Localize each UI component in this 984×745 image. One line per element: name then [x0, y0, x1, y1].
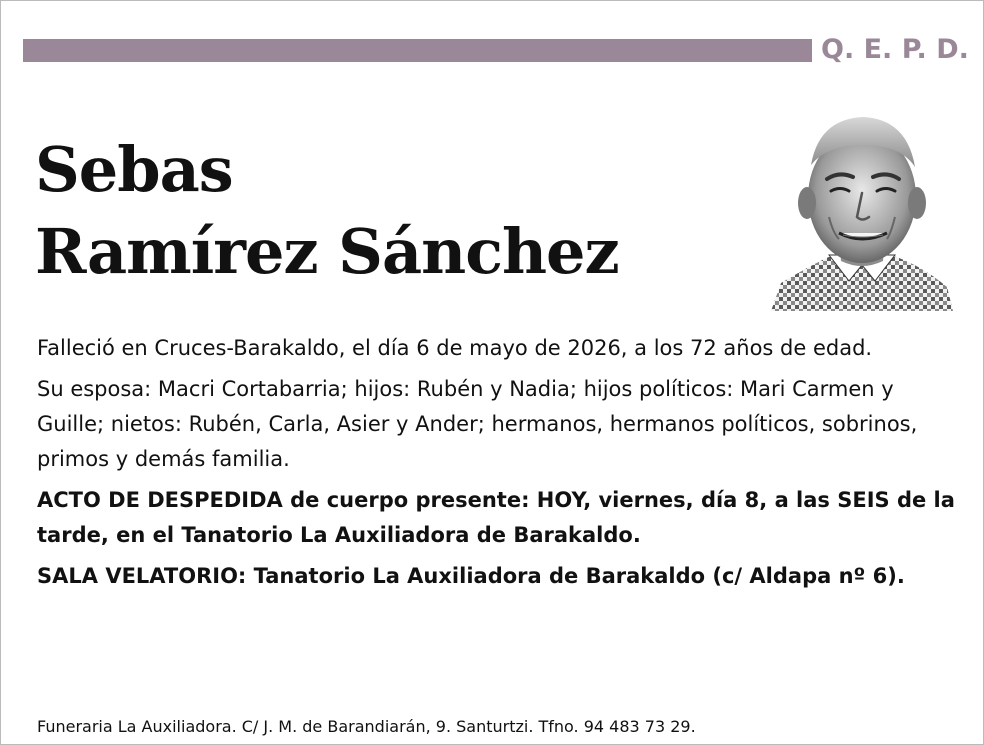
funeral-home-footer: Funeraria La Auxiliadora. C/ J. M. de Barandiarán, 9. Santurtzi. Tfno. 94 483 73 29. — [37, 717, 696, 736]
death-notice: Falleció en Cruces-Barakaldo, el día 6 de mayo de 2026, a los 72 años de edad. — [37, 336, 873, 360]
portrait-photo — [771, 105, 953, 311]
farewell-notice: ACTO DE DESPEDIDA de cuerpo presente: HOY, viernes, día 8, a las SEIS de la tarde, en el Tanatorio La Auxiliadora de Barakaldo. — [37, 488, 955, 547]
qepd-heading: Q. E. P. D. — [821, 34, 969, 65]
wake-room-notice: SALA VELATORIO: Tanatorio La Auxiliadora de Barakaldo (c/ Aldapa nº 6). — [37, 564, 905, 588]
header-bar — [23, 39, 812, 62]
obituary-body — [37, 331, 957, 600]
deceased-first-name: Sebas — [35, 133, 233, 206]
deceased-name — [35, 129, 619, 293]
deceased-surnames: Ramírez Sánchez — [35, 215, 619, 288]
family-notice: Su esposa: Macri Cortabarria; hijos: Rubén y Nadia; hijos políticos: Mari Carmen y Guille; nietos: Rubén, Carla, Asier y Ander; hermanos, hermanos políticos, sobrinos, primos y demás familia. — [37, 377, 918, 471]
